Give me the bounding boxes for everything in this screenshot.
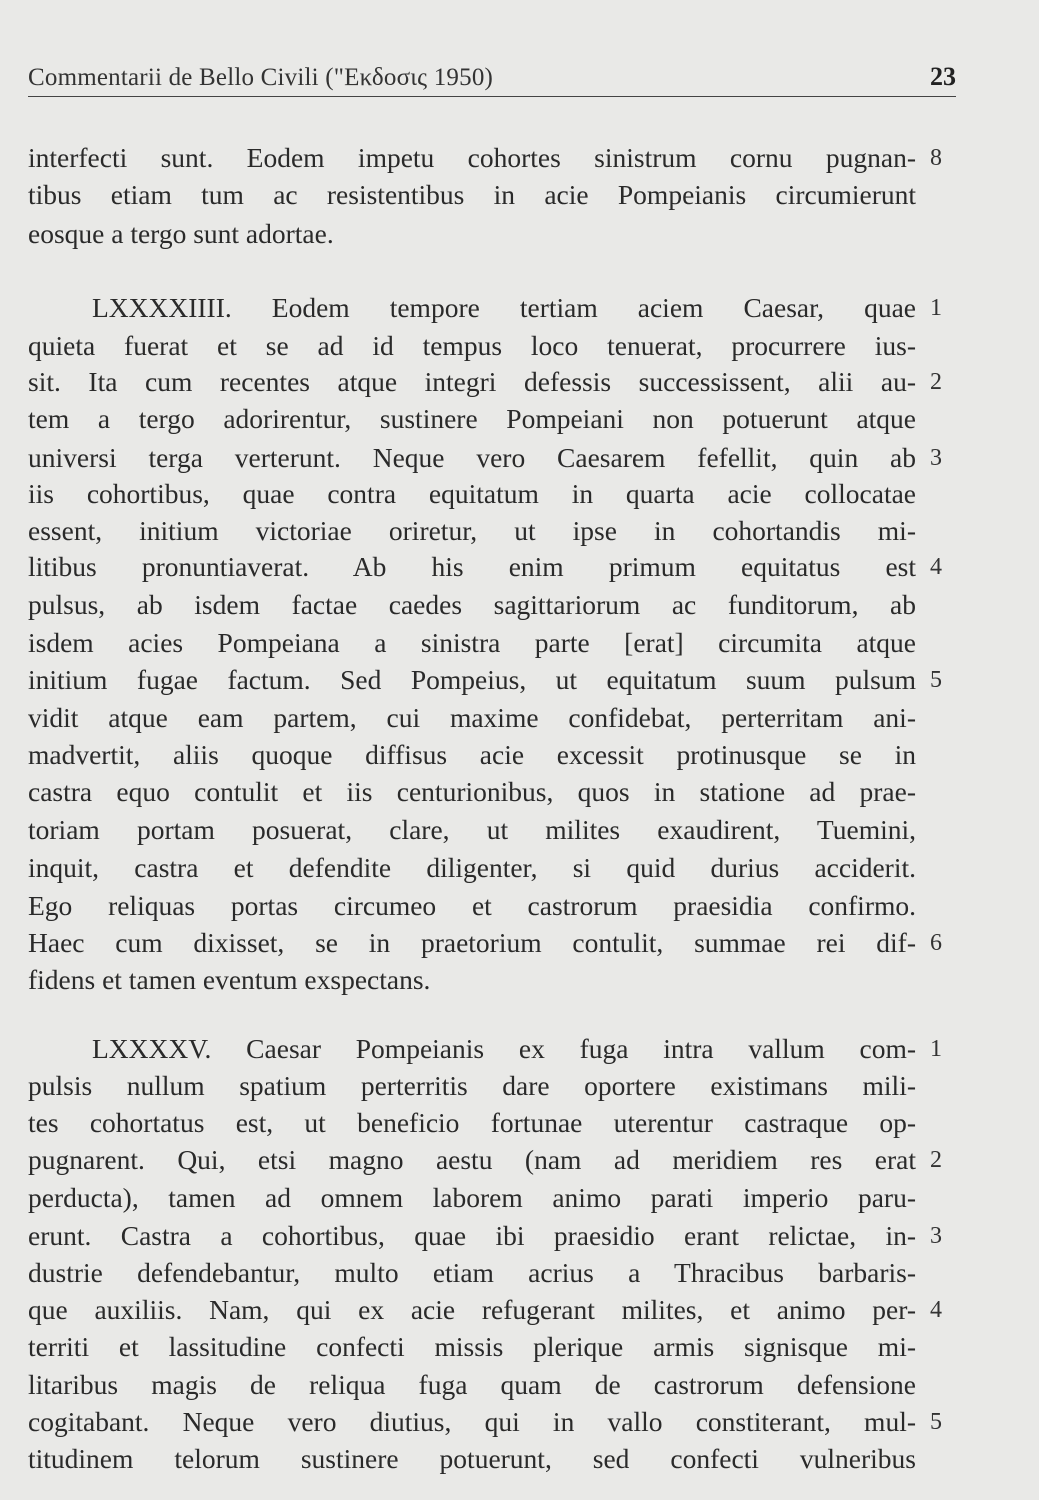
text-line: tem a tergo adorirentur, sustinere Pompeiani non potuerunt atque <box>28 403 916 434</box>
text-line: pulsus, ab isdem factae caedes sagittariorum ac funditorum, ab <box>28 589 916 620</box>
section-number: 1 <box>930 295 942 321</box>
section-number: 5 <box>930 1409 942 1435</box>
section-number: 2 <box>930 369 942 395</box>
text-line: litibus pronuntiaverat. Ab his enim primum equitatus est <box>28 551 916 582</box>
text-line: territi et lassitudine confecti missis plerique armis signisque mi- <box>28 1331 916 1362</box>
text-line: interfecti sunt. Eodem impetu cohortes sinistrum cornu pugnan- <box>28 142 916 173</box>
text-line: que auxiliis. Nam, qui ex acie refugerant milites, et animo per- <box>28 1294 916 1325</box>
page-number: 23 <box>930 62 956 91</box>
text-line: essent, initium victoriae oriretur, ut ipse in cohortandis mi- <box>28 515 916 546</box>
section-number: 3 <box>930 445 942 471</box>
section-number: 4 <box>930 554 942 580</box>
text-line: initium fugae factum. Sed Pompeius, ut equitatum suum pulsum <box>28 664 916 695</box>
text-line: perducta), tamen ad omnem laborem animo parati imperio paru- <box>28 1182 916 1213</box>
section-number: 1 <box>930 1036 942 1062</box>
text-line: erunt. Castra a cohortibus, quae ibi praesidio erant relictae, in- <box>28 1220 916 1251</box>
section-number: 5 <box>930 667 942 693</box>
text-line: toriam portam posuerat, clare, ut milites exaudirent, Tuemini, <box>28 814 916 845</box>
text-line: iis cohortibus, quae contra equitatum in quarta acie collocatae <box>28 478 916 509</box>
text-line: tes cohortatus est, ut beneficio fortunae uterentur castraque op- <box>28 1107 916 1138</box>
section-number: 3 <box>930 1223 942 1249</box>
chapter-heading-line: LXXXXV. Caesar Pompeianis ex fuga intra vallum com- <box>92 1033 916 1064</box>
chapter-heading-line: LXXXXIIII. Eodem tempore tertiam aciem Caesar, quae <box>92 292 916 323</box>
text-line: pugnarent. Qui, etsi magno aestu (nam ad meridiem res erat <box>28 1144 916 1175</box>
text-line: cogitabant. Neque vero diutius, qui in vallo constiterant, mul- <box>28 1406 916 1437</box>
text-line: vidit atque eam partem, cui maxime confidebat, perterritam ani- <box>28 702 916 733</box>
text-line: tibus etiam tum ac resistentibus in acie Pompeianis circumierunt <box>28 179 916 210</box>
text-line: pulsis nullum spatium perterritis dare oportere existimans mili- <box>28 1070 916 1101</box>
text-line: Haec cum dixisset, se in praetorium contulit, summae rei dif- <box>28 927 916 958</box>
text-line: sit. Ita cum recentes atque integri defessis successissent, alii au- <box>28 366 916 397</box>
text-line: madvertit, aliis quoque diffisus acie excessit protinusque se in <box>28 739 916 770</box>
section-number: 4 <box>930 1297 942 1323</box>
text-line: dustrie defendebantur, multo etiam acrius a Thracibus barbaris- <box>28 1257 916 1288</box>
section-number: 2 <box>930 1147 942 1173</box>
text-line: castra equo contulit et iis centurionibus, quos in statione ad prae- <box>28 776 916 807</box>
text-line: inquit, castra et defendite diligenter, si quid durius acciderit. <box>28 852 916 883</box>
text-line: universi terga verterunt. Neque vero Caesarem fefellit, quin ab <box>28 442 916 473</box>
section-number: 8 <box>930 145 942 171</box>
text-line: quieta fuerat et se ad id tempus loco tenuerat, procurrere ius- <box>28 330 916 361</box>
text-line: Ego reliquas portas circumeo et castrorum praesidia confirmo. <box>28 890 916 921</box>
text-line: titudinem telorum sustinere potuerunt, sed confecti vulneribus <box>28 1443 916 1474</box>
section-number: 6 <box>930 930 942 956</box>
text-line: isdem acies Pompeiana a sinistra parte [erat] circumita atque <box>28 627 916 658</box>
page-header <box>28 60 956 97</box>
text-line: litaribus magis de reliqua fuga quam de castrorum defensione <box>28 1369 916 1400</box>
text-line: fidens et tamen eventum exspectans. <box>28 964 431 995</box>
running-title: Commentarii de Bello Civili ("Εκδοσις 1950) <box>28 64 494 91</box>
text-line: eosque a tergo sunt adortae. <box>28 218 334 249</box>
